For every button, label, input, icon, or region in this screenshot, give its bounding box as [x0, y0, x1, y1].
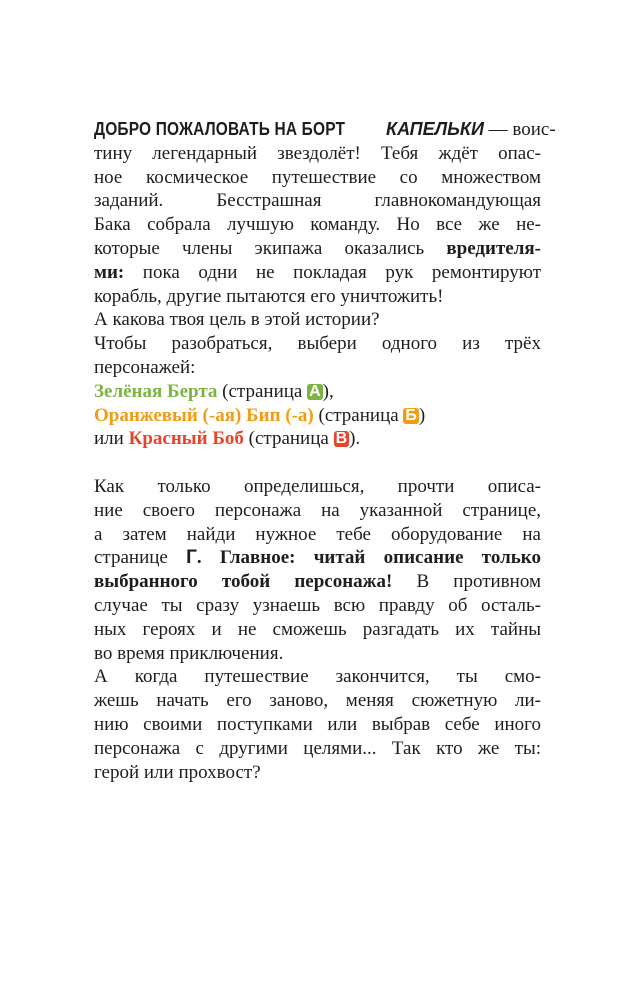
intro-line-6 — [94, 237, 541, 261]
character-page-text: (страница — [313, 404, 404, 426]
intro-line-5: Бака собрала лучшую команду. Но все же не- — [94, 214, 541, 236]
body-line-4-text: странице — [94, 547, 187, 569]
intro-line-1 — [94, 118, 556, 142]
page-letter-badge: В — [335, 430, 348, 448]
important-note: . Главное: читай описание только — [196, 547, 541, 569]
paragraph-gap — [94, 451, 541, 475]
intro-line-3: ное космическое путешествие со множеством — [94, 166, 541, 188]
intro-line-4: заданий. Бесстрашная главнокомандующая — [94, 190, 541, 212]
character-green — [94, 380, 541, 404]
ending-line-5: герой или прохвост? — [94, 761, 261, 783]
intro-line-8: корабль, другие пытаются его уничтожить! — [94, 285, 444, 307]
ending-line-3: нию своими поступками или выбрав себе иного — [94, 713, 541, 735]
intro-line-2: тину легендарный звездолёт! Тебя ждёт опас- — [94, 142, 541, 164]
question-line: А какова твоя цель в этой истории? — [94, 309, 380, 331]
body-line-5 — [94, 570, 541, 594]
important-note-end: выбранного тобой персонажа! — [94, 571, 393, 593]
page-letter-badge: Б — [405, 406, 417, 424]
body-line-4 — [94, 546, 541, 570]
intro-line-6-text: которые члены экипажа оказались — [94, 237, 447, 259]
character-page-text: (страница — [217, 380, 308, 402]
character-after: ), — [322, 380, 334, 402]
body-line-8: во время приключения. — [94, 642, 284, 664]
body-line-2: ние своего персонажа на указанной странице, — [94, 499, 541, 521]
choose-line-2: персонажей: — [94, 356, 196, 378]
body-line-5-text: В противном — [392, 571, 541, 593]
character-after: ). — [349, 428, 361, 450]
intro-line-7 — [94, 261, 541, 285]
intro-heading: ДОБРО ПОЖАЛОВАТЬ НА БОРТ — [94, 119, 346, 139]
ending-line-2: жешь начать его заново, меняя сюжетную ли- — [94, 690, 541, 712]
saboteurs-word-end: ми: — [94, 261, 125, 283]
ship-name: КАПЕЛЬКИ — [386, 119, 484, 139]
body-line-1: Как только определишься, прочти описа- — [94, 475, 541, 497]
body-line-3: а затем найди нужное тебе оборудование на — [94, 523, 541, 545]
page-letter-g: Г — [186, 547, 197, 569]
intro-line-7-text: пока одни не покладая рук ремонтируют — [124, 261, 541, 283]
ending-line-1: А когда путешествие закончится, ты смо- — [94, 666, 541, 688]
character-name-green: Зелёная Берта — [94, 380, 218, 402]
body-line-7: ных героях и не сможешь разгадать их тайны — [94, 618, 541, 640]
page-letter-badge: А — [309, 382, 321, 400]
character-prefix: или — [94, 428, 129, 450]
intro-line-1-tail: — воис- — [483, 119, 556, 140]
book-page — [94, 118, 556, 784]
character-page-text: (страница — [243, 428, 334, 450]
character-name-red: Красный Боб — [128, 428, 244, 450]
character-red — [94, 427, 541, 451]
ending-line-4: персонажа с другими целями... Так кто же ты: — [94, 737, 541, 759]
body-line-6: случае ты сразу узнаешь всю правду об осталь- — [94, 594, 541, 616]
saboteurs-word: вредителя- — [446, 237, 541, 259]
character-after: ) — [418, 404, 426, 426]
character-name-orange: Оранжевый (-ая) Бип (-а) — [94, 404, 314, 426]
choose-line-1: Чтобы разобраться, выбери одного из трёх — [94, 333, 541, 355]
character-orange — [94, 404, 541, 428]
